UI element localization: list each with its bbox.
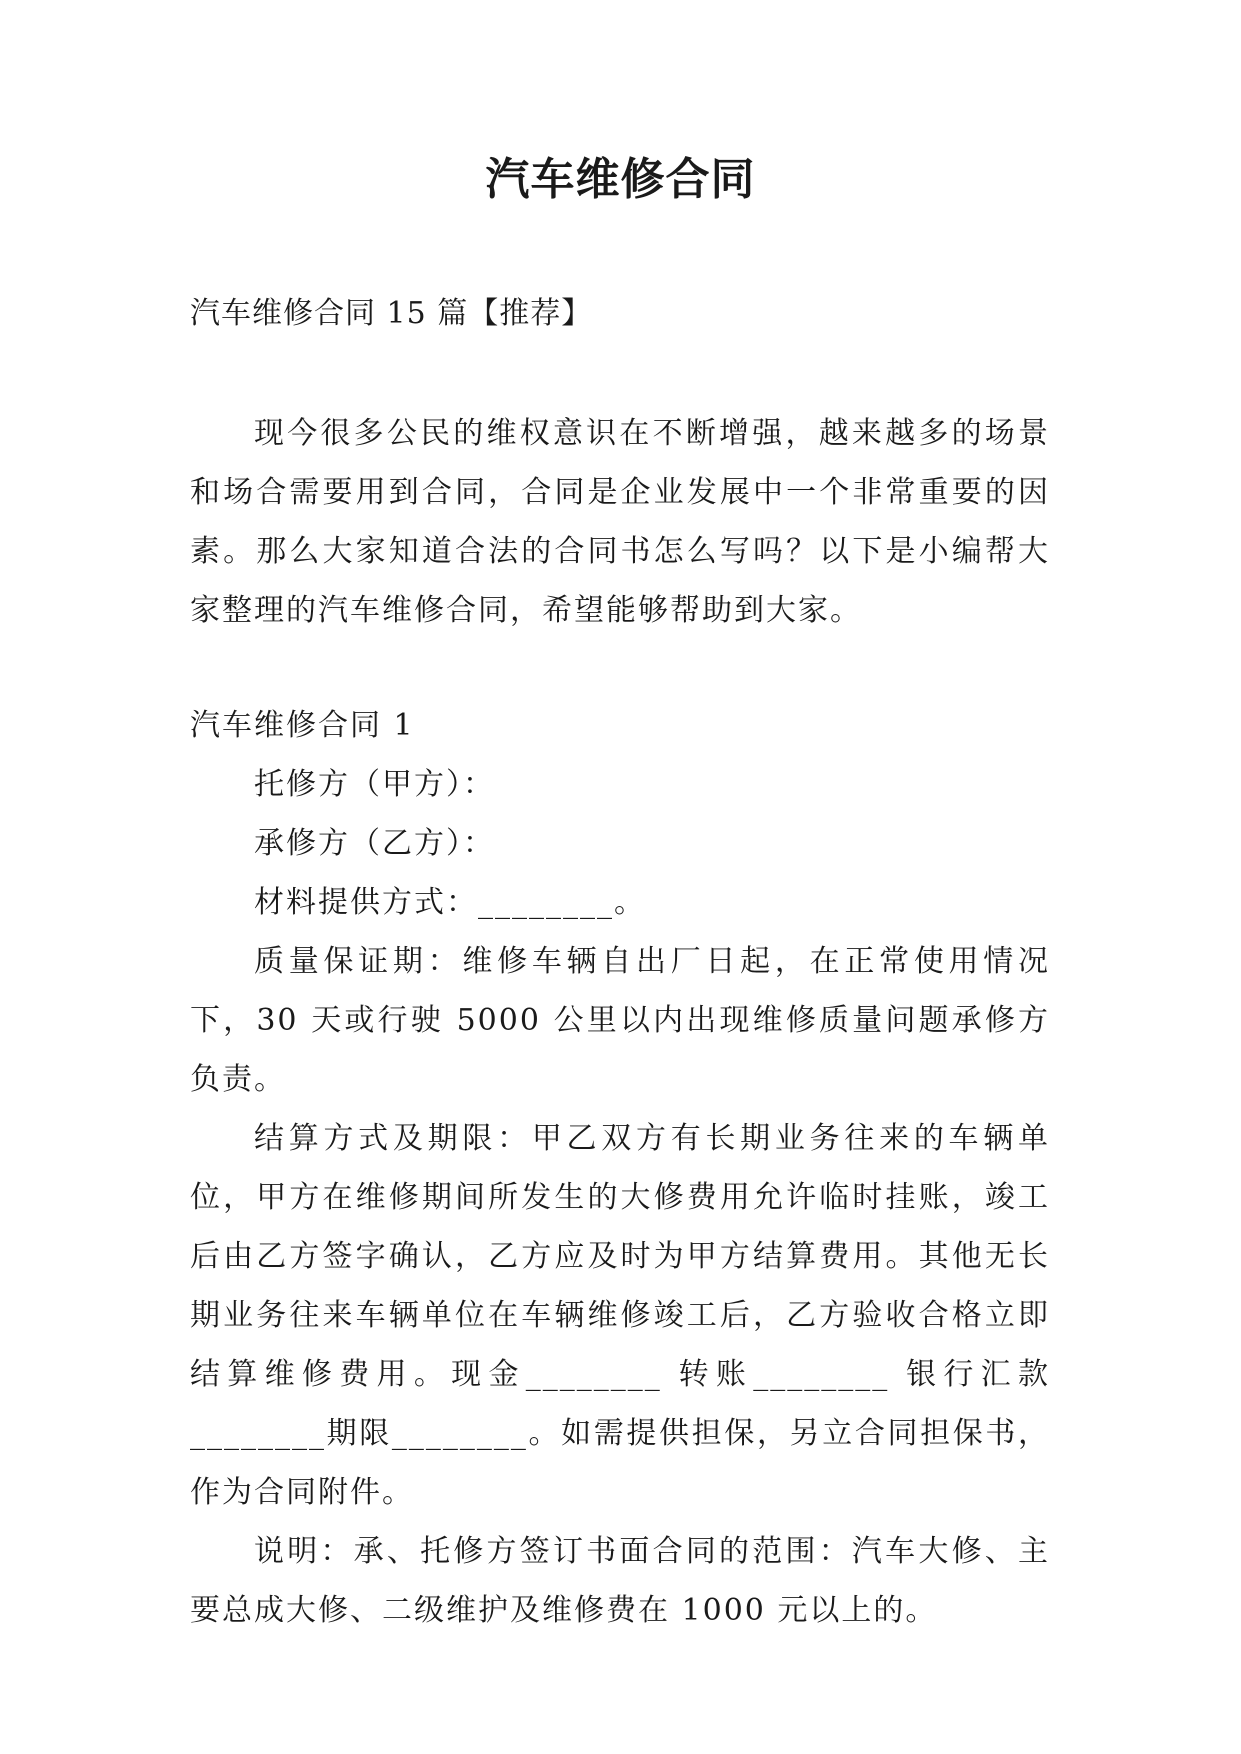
warranty-paragraph: 质量保证期：维修车辆自出厂日起，在正常使用情况下，30 天或行驶 5000 公里以内出现维修质量问题承修方负责。: [190, 944, 1050, 1097]
materials-line: 材料提供方式：________。: [254, 885, 646, 920]
document-subtitle: 汽车维修合同 15 篇【推荐】: [190, 296, 593, 331]
contract-1-section: [190, 696, 1050, 1640]
contract-1-heading: 汽车维修合同 1: [190, 708, 415, 743]
party-a-line: 托修方（甲方）：: [254, 767, 495, 802]
party-b-line: 承修方（乙方）：: [254, 826, 495, 861]
intro-section: [190, 404, 1050, 640]
settlement-paragraph: 结算方式及期限：甲乙双方有长期业务往来的车辆单位，甲方在维修期间所发生的大修费用允许临时挂账，竣工后由乙方签字确认，乙方应及时为甲方结算费用。其他无长期业务往来车辆单位在车辆维修竣工后，乙方验收合格立即结算维修费用。现金________ 转账________ 银行汇款________期限________。如需提供担保，另立合同担保书，作为合同附件。: [190, 1121, 1050, 1510]
intro-paragraph: 现今很多公民的维权意识在不断增强，越来越多的场景和场合需要用到合同，合同是企业发展中一个非常重要的因素。那么大家知道合法的合同书怎么写吗？以下是小编帮大家整理的汽车维修合同，希望能够帮助到大家。: [190, 416, 1050, 628]
document-title: 汽车维修合同: [485, 154, 756, 205]
note-paragraph: 说明：承、托修方签订书面合同的范围：汽车大修、主要总成大修、二级维护及维修费在 1000 元以上的。: [190, 1534, 1050, 1628]
